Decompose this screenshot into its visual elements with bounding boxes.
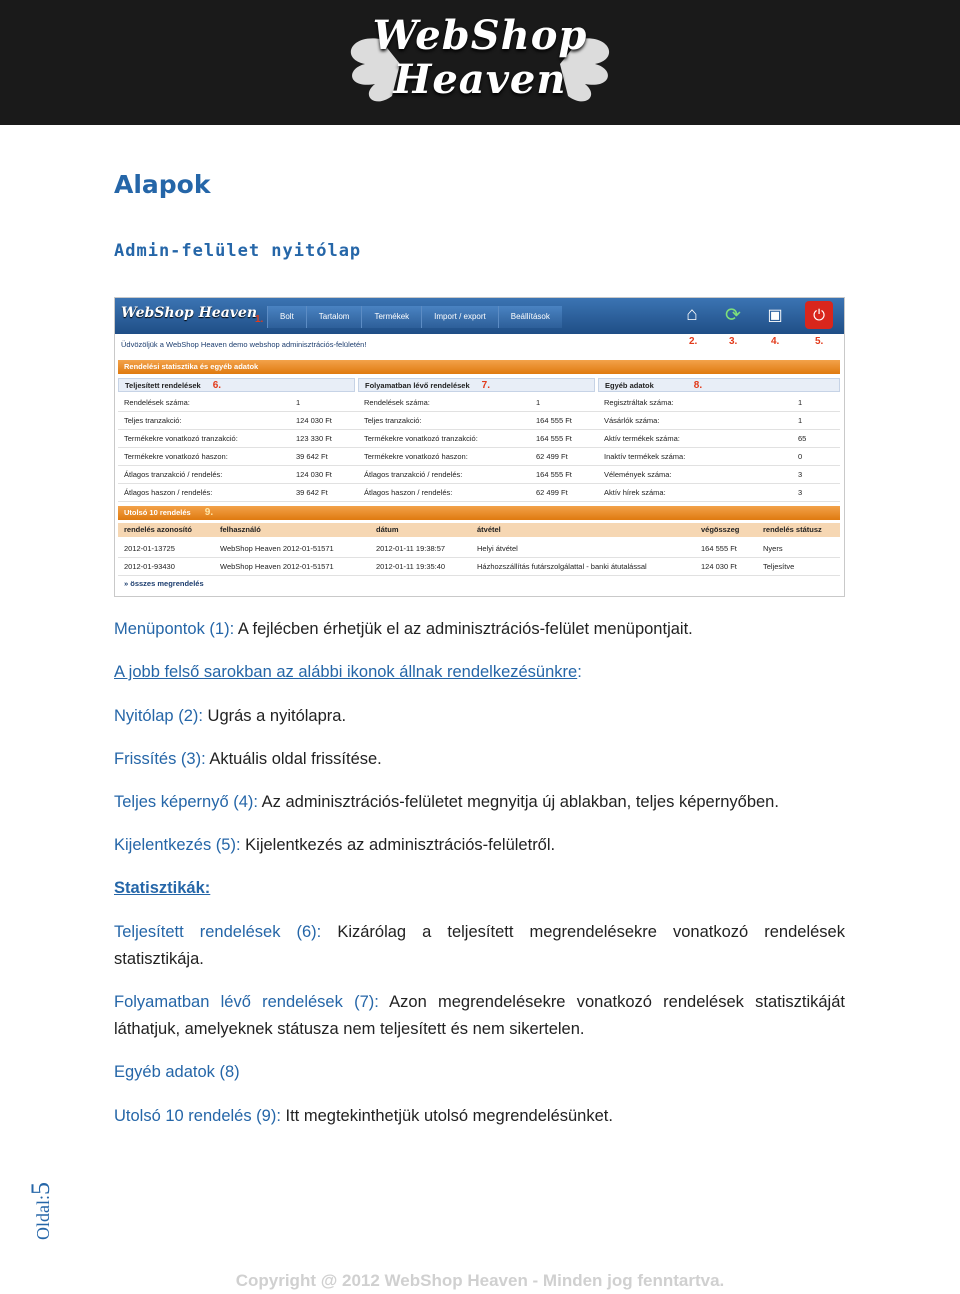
stat-row xyxy=(118,466,840,484)
completed-orders-header xyxy=(118,378,355,392)
paragraph-fullscreen xyxy=(114,789,779,816)
column-header: dátum xyxy=(376,525,399,534)
text-logout: Kijelentkezés az adminisztrációs-felületről. xyxy=(240,836,556,854)
stat-label: Aktív termékek száma: xyxy=(604,434,680,443)
marker-7: 7. xyxy=(481,380,490,391)
stat-row xyxy=(118,430,840,448)
text-menu-items: A fejlécben érhetjük el az adminisztrációs-felület menüpontjait. xyxy=(234,620,693,638)
stat-row xyxy=(118,412,840,430)
menu-item-import-export[interactable]: Import / export xyxy=(421,306,498,328)
table-cell: Nyers xyxy=(763,544,783,553)
stat-value: 1 xyxy=(798,398,803,407)
stat-row xyxy=(118,484,840,502)
table-cell: Teljesítve xyxy=(763,562,795,571)
stats-panel-title: Rendelési statisztika és egyéb adatok xyxy=(118,360,840,374)
stat-value: 124 030 Ft xyxy=(296,470,332,479)
menu-item-termekek[interactable]: Termékek xyxy=(361,306,421,328)
stat-label: Átlagos haszon / rendelés: xyxy=(364,488,453,497)
stat-label: Átlagos tranzakció / rendelés: xyxy=(364,470,463,479)
marker-1: 1. xyxy=(255,314,264,325)
stat-value: 65 xyxy=(798,434,807,443)
marker-2: 2. xyxy=(689,336,698,347)
stat-value: 1 xyxy=(296,398,301,407)
page-header xyxy=(0,0,960,125)
marker-4: 4. xyxy=(771,336,780,347)
marker-5: 5. xyxy=(815,336,824,347)
text-last-orders: Itt megtekinthetjük utolsó megrendelésünket. xyxy=(280,1107,613,1125)
stat-value: 1 xyxy=(536,398,541,407)
page-number xyxy=(26,1170,56,1240)
stat-label: Termékekre vonatkozó haszon: xyxy=(124,452,228,461)
table-cell: 2012-01-13725 xyxy=(124,544,175,553)
stat-value: 39 642 Ft xyxy=(296,488,328,497)
text-refresh: Aktuális oldal frissítése. xyxy=(205,750,382,768)
column-header: rendelés státusz xyxy=(763,525,822,534)
stat-label: Termékekre vonatkozó tranzakció: xyxy=(124,434,238,443)
in-progress-orders-header xyxy=(358,378,595,392)
marker-9: 9. xyxy=(204,507,214,518)
label-logout: Kijelentkezés (5): xyxy=(114,836,241,854)
table-row[interactable] xyxy=(118,558,840,576)
stats-heading: Statisztikák: xyxy=(114,879,211,897)
paragraph-in-progress-orders xyxy=(114,989,845,1043)
paragraph-completed-orders xyxy=(114,919,845,973)
stat-value: 1 xyxy=(798,416,803,425)
footer-copyright: Copyright @ 2012 WebShop Heaven - Minden jog fenntartva. xyxy=(235,1271,725,1290)
table-row[interactable] xyxy=(118,540,840,558)
admin-topbar xyxy=(115,298,845,334)
column-header: felhasználó xyxy=(220,525,261,534)
marker-6: 6. xyxy=(212,380,222,391)
last-orders-title: Utolsó 10 rendelés xyxy=(124,508,191,517)
last-orders-table-header xyxy=(118,523,840,537)
text-in-progress-orders: Azon megrendelésekre vonatkozó rendelések statisztikáját láthatjuk, amelyeknek státusza nem teljesített és nem sikertelen. xyxy=(114,993,845,1038)
stat-label: Teljes tranzakció: xyxy=(124,416,182,425)
admin-screenshot xyxy=(114,297,845,597)
stat-label: Aktív hírek száma: xyxy=(604,488,666,497)
page-title: Alapok xyxy=(114,170,211,199)
label-menu-items: Menüpontok (1): xyxy=(114,620,235,638)
paragraph-home xyxy=(114,703,346,730)
table-cell: 124 030 Ft xyxy=(701,562,737,571)
stat-value: 39 642 Ft xyxy=(296,452,328,461)
stat-label: Termékekre vonatkozó haszon: xyxy=(364,452,468,461)
paragraph-refresh xyxy=(114,746,382,773)
table-cell: WebShop Heaven 2012-01-51571 xyxy=(220,562,334,571)
paragraph-logout xyxy=(114,832,555,859)
paragraph-other-data xyxy=(114,1059,240,1086)
stat-value: 123 330 Ft xyxy=(296,434,332,443)
admin-logo: WebShop Heaven xyxy=(121,305,257,321)
label-other-data: Egyéb adatok (8) xyxy=(114,1063,240,1081)
all-orders-link[interactable]: » összes megrendelés xyxy=(124,579,204,588)
text-completed-orders: Kizárólag a teljesített megrendelésekre vonatkozó rendelések statisztikája. xyxy=(114,923,845,968)
welcome-message: Üdvözöljük a WebShop Heaven demo webshop adminisztrációs-felületén! xyxy=(121,340,367,349)
stat-label: Rendelések száma: xyxy=(364,398,430,407)
logo-text-line2: Heaven xyxy=(393,56,567,103)
marker-8: 8. xyxy=(693,380,703,391)
marker-3: 3. xyxy=(729,336,738,347)
icons-heading-colon: : xyxy=(577,663,582,681)
label-fullscreen: Teljes képernyő (4): xyxy=(114,793,258,811)
stat-label: Termékekre vonatkozó tranzakció: xyxy=(364,434,478,443)
stat-row xyxy=(118,394,840,412)
label-in-progress-orders: Folyamatban lévő rendelések (7): xyxy=(114,993,379,1011)
stat-value: 3 xyxy=(798,470,803,479)
table-cell: Helyi átvétel xyxy=(477,544,518,553)
menu-item-bolt[interactable]: Bolt xyxy=(267,306,306,328)
stat-label: Vélemények száma: xyxy=(604,470,672,479)
home-icon[interactable]: ⌂ xyxy=(686,304,698,325)
paragraph-last-orders xyxy=(114,1103,613,1130)
stat-value: 164 555 Ft xyxy=(536,416,572,425)
stat-value: 62 499 Ft xyxy=(536,488,568,497)
stat-label: Átlagos haszon / rendelés: xyxy=(124,488,213,497)
label-completed-orders: Teljesített rendelések (6): xyxy=(114,923,322,941)
in-progress-orders-title: Folyamatban lévő rendelések xyxy=(365,381,470,390)
section-subtitle: Admin-felület nyitólap xyxy=(114,241,362,261)
column-header: végösszeg xyxy=(701,525,740,534)
label-refresh: Frissítés (3): xyxy=(114,750,206,768)
stat-value: 0 xyxy=(798,452,803,461)
table-cell: 2012-01-93430 xyxy=(124,562,175,571)
stat-value: 3 xyxy=(798,488,803,497)
column-header: rendelés azonosító xyxy=(124,525,192,534)
stat-label: Teljes tranzakció: xyxy=(364,416,422,425)
stat-label: Rendelések száma: xyxy=(124,398,190,407)
icons-heading-text: A jobb felső sarokban az alábbi ikonok állnak rendelkezésünkre xyxy=(114,663,578,681)
admin-menu xyxy=(267,306,562,328)
label-home: Nyitólap (2): xyxy=(114,707,203,725)
logo-text-line1: WebShop xyxy=(372,12,588,59)
table-cell: Házhozszállítás futárszolgálattal - banki átutalással xyxy=(477,562,647,571)
label-last-orders: Utolsó 10 rendelés (9): xyxy=(114,1107,281,1125)
stat-label: Átlagos tranzakció / rendelés: xyxy=(124,470,223,479)
page-number-value: 5 xyxy=(26,1182,55,1195)
table-cell: WebShop Heaven 2012-01-51571 xyxy=(220,544,334,553)
stat-label: Vásárlók száma: xyxy=(604,416,660,425)
icons-heading xyxy=(114,659,582,686)
other-data-header xyxy=(598,378,840,392)
menu-item-beallitasok[interactable]: Beállítások xyxy=(498,306,562,328)
stat-value: 164 555 Ft xyxy=(536,470,572,479)
completed-orders-title: Teljesített rendelések xyxy=(125,381,201,390)
other-data-title: Egyéb adatok xyxy=(605,381,654,390)
stat-label: Inaktív termékek száma: xyxy=(604,452,686,461)
page-label: Oldal: xyxy=(33,1195,53,1240)
refresh-icon[interactable]: ⟳ xyxy=(725,304,741,326)
stat-row xyxy=(118,448,840,466)
text-fullscreen: Az adminisztrációs-felületet megnyitja új ablakban, teljes képernyőben. xyxy=(257,793,779,811)
webshop-heaven-logo xyxy=(330,4,630,119)
fullscreen-icon[interactable]: ▣ xyxy=(767,307,783,324)
paragraph-menu-items xyxy=(114,616,693,643)
column-header: átvétel xyxy=(477,525,501,534)
table-cell: 2012-01-11 19:38:57 xyxy=(376,544,446,553)
stat-value: 164 555 Ft xyxy=(536,434,572,443)
table-cell: 164 555 Ft xyxy=(701,544,737,553)
menu-item-tartalom[interactable]: Tartalom xyxy=(306,306,362,328)
stat-value: 124 030 Ft xyxy=(296,416,332,425)
text-home: Ugrás a nyitólapra. xyxy=(202,707,347,725)
stat-label: Regisztráltak száma: xyxy=(604,398,674,407)
stat-value: 62 499 Ft xyxy=(536,452,568,461)
logout-icon[interactable]: ⏻ xyxy=(805,301,833,329)
table-cell: 2012-01-11 19:35:40 xyxy=(376,562,446,571)
last-orders-title-bar xyxy=(118,506,840,520)
